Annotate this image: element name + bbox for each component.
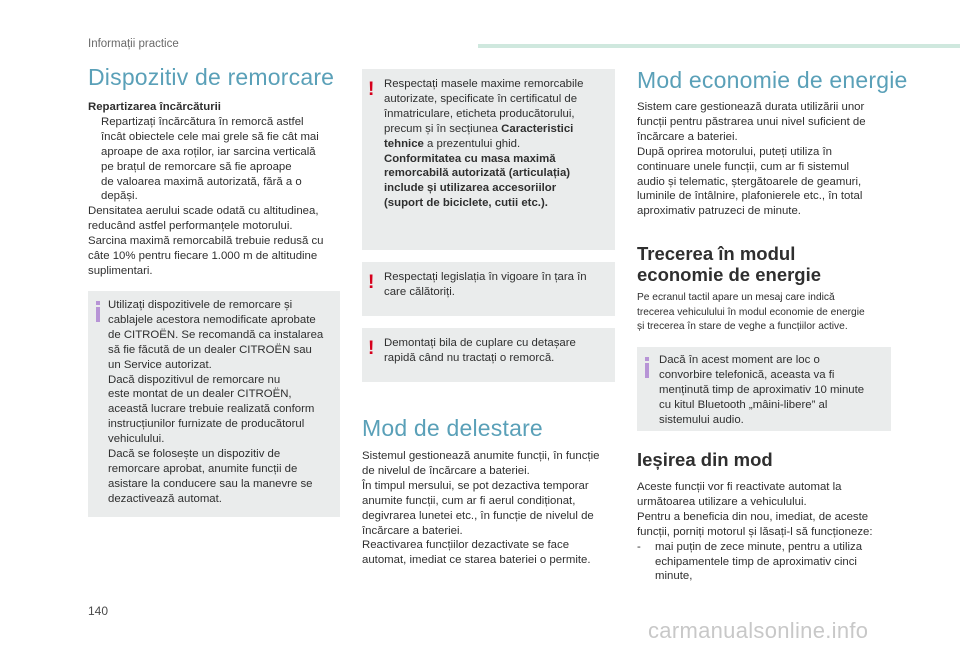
warn-bold: tehnice [384,137,424,150]
info-icon [645,363,649,378]
info-line: un Service autorizat. [108,358,212,371]
para-line: încărcare a bateriei. [637,130,738,143]
info-line: Dacă dispozitivul de remorcare nu [108,373,281,386]
warn-bold: Conformitatea cu masa maximă [384,152,556,165]
para-line: Reactivarea funcțiilor dezactivate se face [362,539,570,552]
info-line: cu kitul Bluetooth „mâini-libere” al [659,398,828,411]
col1-body [88,100,350,279]
heading-iesirea: Ieșirea din mod [637,449,773,470]
info-line: Utilizați dispozitivele de remorcare și [108,299,293,311]
warn-line: care călătoriți. [384,285,455,298]
bullet-line: Repartizați încărcătura în remorcă astfel [101,115,304,128]
warn-bold: remorcabilă autorizată (articulația) [384,167,571,180]
para-line: suplimentari. [88,264,153,277]
warn-line: autorizate, specificate în certificatul de [384,92,578,105]
info-line: de CITROËN. Se recomandă ca instalarea [108,328,324,341]
para-line: funcții pentru păstrarea unui nivel suficient de [637,115,866,128]
info-line: remorcare aprobat, anumite funcții de [108,462,298,475]
dash-line: minute, [655,570,693,583]
bullet-line: pe brațul de remorcare să fie aproape [101,160,292,173]
warn-bold: include și utilizarea accesoriilor [384,182,557,195]
para-line: Sistem care gestionează durata utilizării unor [637,101,865,113]
info-line: convorbire telefonică, aceasta va fi [659,368,835,381]
info-line: sistemului audio. [659,413,744,426]
para-line: funcții, porniți motorul și lăsați-l să funcționeze: [637,525,873,538]
warning-box-legislatie [362,262,615,316]
para-line: aproximativ patruzeci de minute. [637,205,801,218]
para-line: câte 10% pentru fiecare 1.000 m de altitudine [88,250,318,263]
warning-box-bila [362,328,615,382]
info-box-convorbire [637,347,891,431]
warn-line: rapidă când nu tractați o remorcă. [384,351,555,364]
para-line: următoarea utilizare a vehiculului. [637,495,807,508]
title-mod-delestare: Mod de delestare [362,415,543,441]
warn-line [384,137,612,152]
dash-line: mai puțin de zece minute, pentru a utiliza [655,540,863,553]
para-line: În timpul mersului, se pot dezactiva temporar [362,479,589,492]
para-line: automat, imediat ce starea bateriei o permite. [362,554,591,567]
info-line: este montat de un dealer CITROËN, [108,388,292,401]
bullet-line: aproape de axa roților, iar sarcina verticală [101,145,316,158]
info-line: menținută timp de aproximativ 10 minute [659,383,865,396]
heading-line: economie de energie [637,264,822,285]
warn-line: Respectați masele maxime remorcabile [384,78,584,90]
warn-line [384,122,612,137]
dash-line: echipamentele timp de aproximativ cinci [655,555,857,568]
info-line: dezactivează automat. [108,492,222,505]
small-line: trecerea vehiculului în modul economie de energie [637,306,865,318]
para-line: Aceste funcții vor fi reactivate automat la [637,481,842,493]
small-line: și trecerea în stare de veghe a funcțiilor active. [637,321,848,333]
warn-text: a prezentului ghid. [423,137,521,150]
header-accent-bar [478,44,960,48]
small-line: Pe ecranul tactil apare un mesaj care indică [637,292,835,303]
bullet-line: de valoarea maximă autorizată, fără a o [101,175,302,188]
warn-bold: (suport de biciclete, cutii etc.). [384,197,548,210]
title-dispozitiv-remorcare: Dispozitiv de remorcare [88,64,335,90]
para-line: luminile de întâlnire, plafonierele etc., în total [637,190,863,203]
para-line: încărcare a bateriei. [362,524,463,537]
dash-marker: - [637,540,641,553]
info-line: asistare la conducere sau la manevre se [108,477,313,490]
para-line: Sistemul gestionează anumite funcții, în funcție [362,450,600,462]
col2-body [362,449,618,568]
warn-line: înmatriculare, eticheta producătorului, [384,107,575,120]
info-line: cablajele acestora nemodificate aprobate [108,313,316,326]
info-line: Dacă în acest moment are loc o [659,354,820,366]
warn-bold: Caracteristici [501,122,574,135]
bullet-line: încât obiectele cele mai grele să fie cât mai [101,130,319,143]
para-line: audio și telematic, ștergătoarele de geamuri, [637,175,862,188]
para-line: degivrarea lunetei etc., în funcție de nivelul de [362,509,594,522]
bullet-item [88,115,350,204]
info-line: instrucțiunilor furnizate de producătorul [108,418,305,431]
heading-trecerea [637,243,821,285]
info-line: această lucrare trebuie realizată conform [108,403,315,416]
dash-item [637,540,899,585]
warning-icon: ! [368,272,375,293]
info-line: vehiculului. [108,433,165,446]
section-header: Informații practice [88,38,179,50]
info-line: să fie făcută de un dealer CITROËN sau [108,343,312,356]
heading-line: Trecerea în modul [637,243,796,264]
warning-icon: ! [368,338,375,359]
watermark: carmanualsonline.info [648,618,869,643]
para-line: reducând astfel performanțele motorului. [88,220,293,233]
para-line: Sarcina maximă remorcabilă trebuie redusă cu [88,235,324,248]
para-line: de nivelul de încărcare a bateriei. [362,464,530,477]
warn-text: precum și în secțiunea [384,122,502,135]
para-line: Pentru a beneficia din nou, imediat, de aceste [637,510,869,523]
subtitle-repartizare: Repartizarea încărcăturii [88,101,221,113]
para-line: continuare unele funcții, cum ar fi sistemul [637,160,850,173]
page-number: 140 [88,604,109,618]
col3-small-text [637,291,899,335]
info-line: Dacă se folosește un dispozitiv de [108,448,281,461]
warning-box-masses [362,69,615,250]
col3-body [637,100,899,219]
info-icon [96,307,100,322]
para-line: După oprirea motorului, puteți utiliza în [637,145,833,158]
info-box-remorcare [88,291,340,517]
col3-body-2 [637,480,899,584]
title-mod-economie: Mod economie de energie [637,67,908,93]
bullet-line: depăși. [101,190,138,203]
warning-icon: ! [368,79,375,100]
para-line: anumite funcții, cum ar fi aerul condiționat, [362,494,576,507]
warn-line: Respectați legislația în vigoare în țara în [384,271,587,283]
para-line: Densitatea aerului scade odată cu altitudinea, [88,205,319,218]
warn-line: Demontați bila de cuplare cu detașare [384,337,576,349]
